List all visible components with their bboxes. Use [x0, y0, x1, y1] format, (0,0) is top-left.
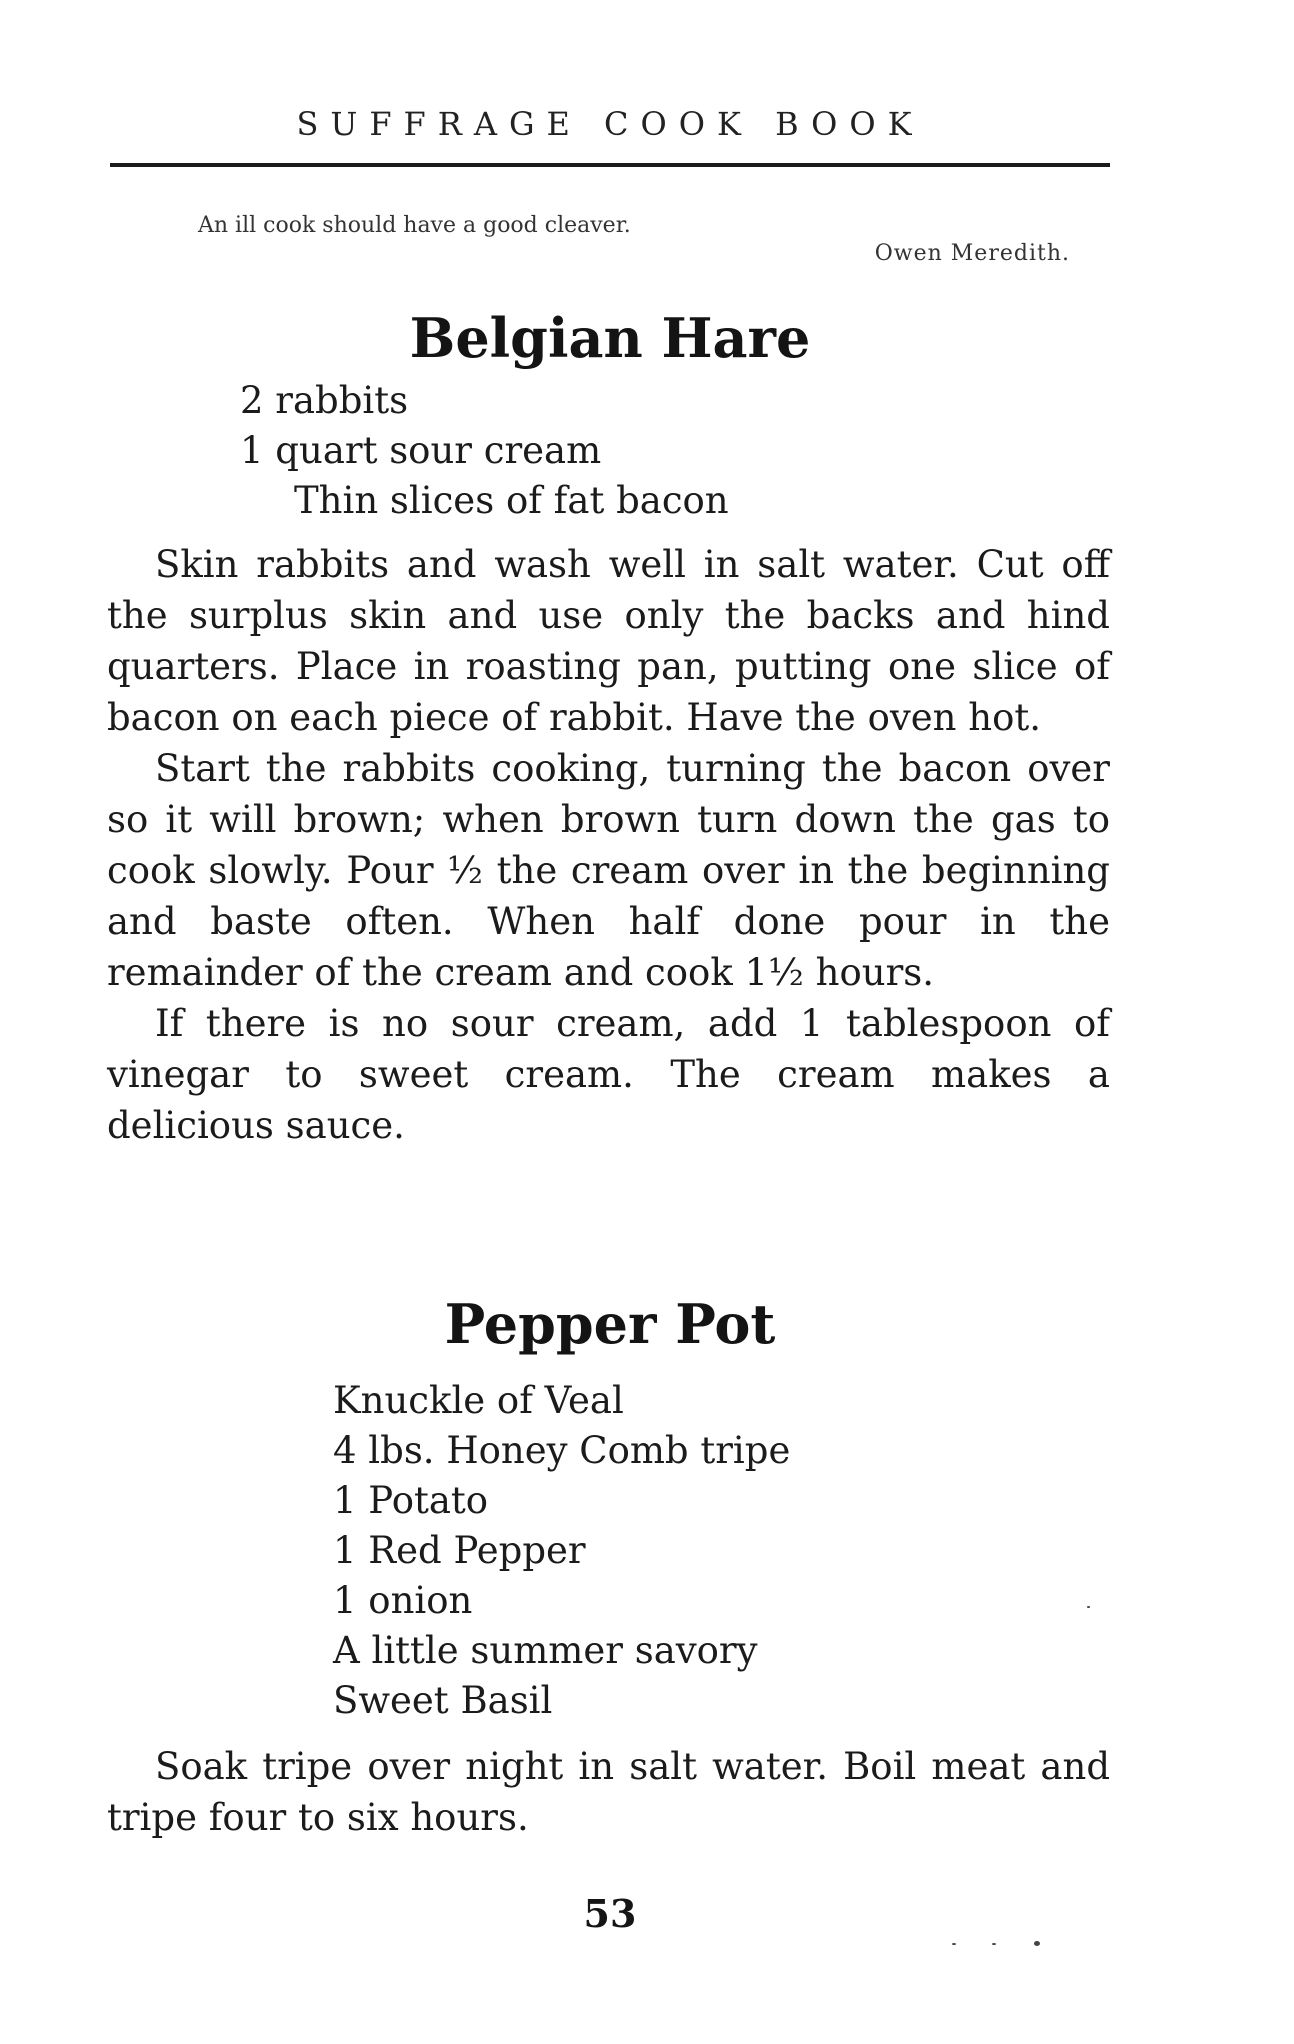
- recipe-title-pepper-pot: Pepper Pot: [444, 1292, 776, 1356]
- instructions-pepper-pot: [107, 1741, 1110, 1843]
- ingredient-item: Sweet Basil: [333, 1679, 553, 1722]
- ingredient-item: 2 rabbits: [240, 379, 409, 422]
- instructions-belgian-hare: [107, 539, 1110, 1151]
- instruction-paragraph: Soak tripe over night in salt water. Boil meat and tripe four to six hours.: [107, 1745, 1110, 1839]
- epigraph-author: Owen Meredith.: [874, 241, 1070, 266]
- ingredient-item: 1 Potato: [333, 1479, 489, 1522]
- recipe-title-belgian-hare: Belgian Hare: [409, 306, 811, 370]
- ingredient-item: 1 onion: [333, 1579, 473, 1622]
- ingredient-list-pepper-pot: [333, 1376, 790, 1726]
- running-header: SUFFRAGE COOK BOOK: [296, 105, 924, 143]
- epigraph-quote: An ill cook should have a good cleaver.: [198, 213, 631, 238]
- ingredient-item: 1 quart sour cream: [240, 429, 602, 472]
- epigraph: [190, 212, 1070, 268]
- instruction-paragraph: If there is no sour cream, add 1 tablespoon of vinegar to sweet cream. The cream makes a delicious sauce.: [107, 1002, 1110, 1147]
- header-rule: [110, 163, 1110, 167]
- ingredient-list-belgian-hare: [240, 376, 729, 526]
- ingredient-item: A little summer savory: [333, 1629, 758, 1672]
- page-number: 53: [583, 1891, 637, 1936]
- scan-speck: [1034, 1941, 1040, 1946]
- scan-speck: [992, 1943, 996, 1945]
- instruction-paragraph: Start the rabbits cooking, turning the bacon over so it will brown; when brown turn down the gas to cook slowly. Pour ½ the cream over in the beginning and baste often. When half done pour in the remainder of the cream and cook 1½ hours.: [107, 747, 1110, 994]
- scan-speck: [1087, 1606, 1090, 1608]
- ingredient-item: 1 Red Pepper: [333, 1529, 586, 1572]
- instruction-paragraph: Skin rabbits and wash well in salt water. Cut off the surplus skin and use only the backs and hind quarters. Place in roasting pan, putting one slice of bacon on each piece of rabbit. Have the oven hot.: [107, 543, 1110, 739]
- scan-speck: [952, 1943, 956, 1945]
- ingredient-item: Knuckle of Veal: [333, 1379, 624, 1422]
- ingredient-item: 4 lbs. Honey Comb tripe: [333, 1429, 791, 1472]
- ingredient-item: Thin slices of fat bacon: [294, 479, 729, 522]
